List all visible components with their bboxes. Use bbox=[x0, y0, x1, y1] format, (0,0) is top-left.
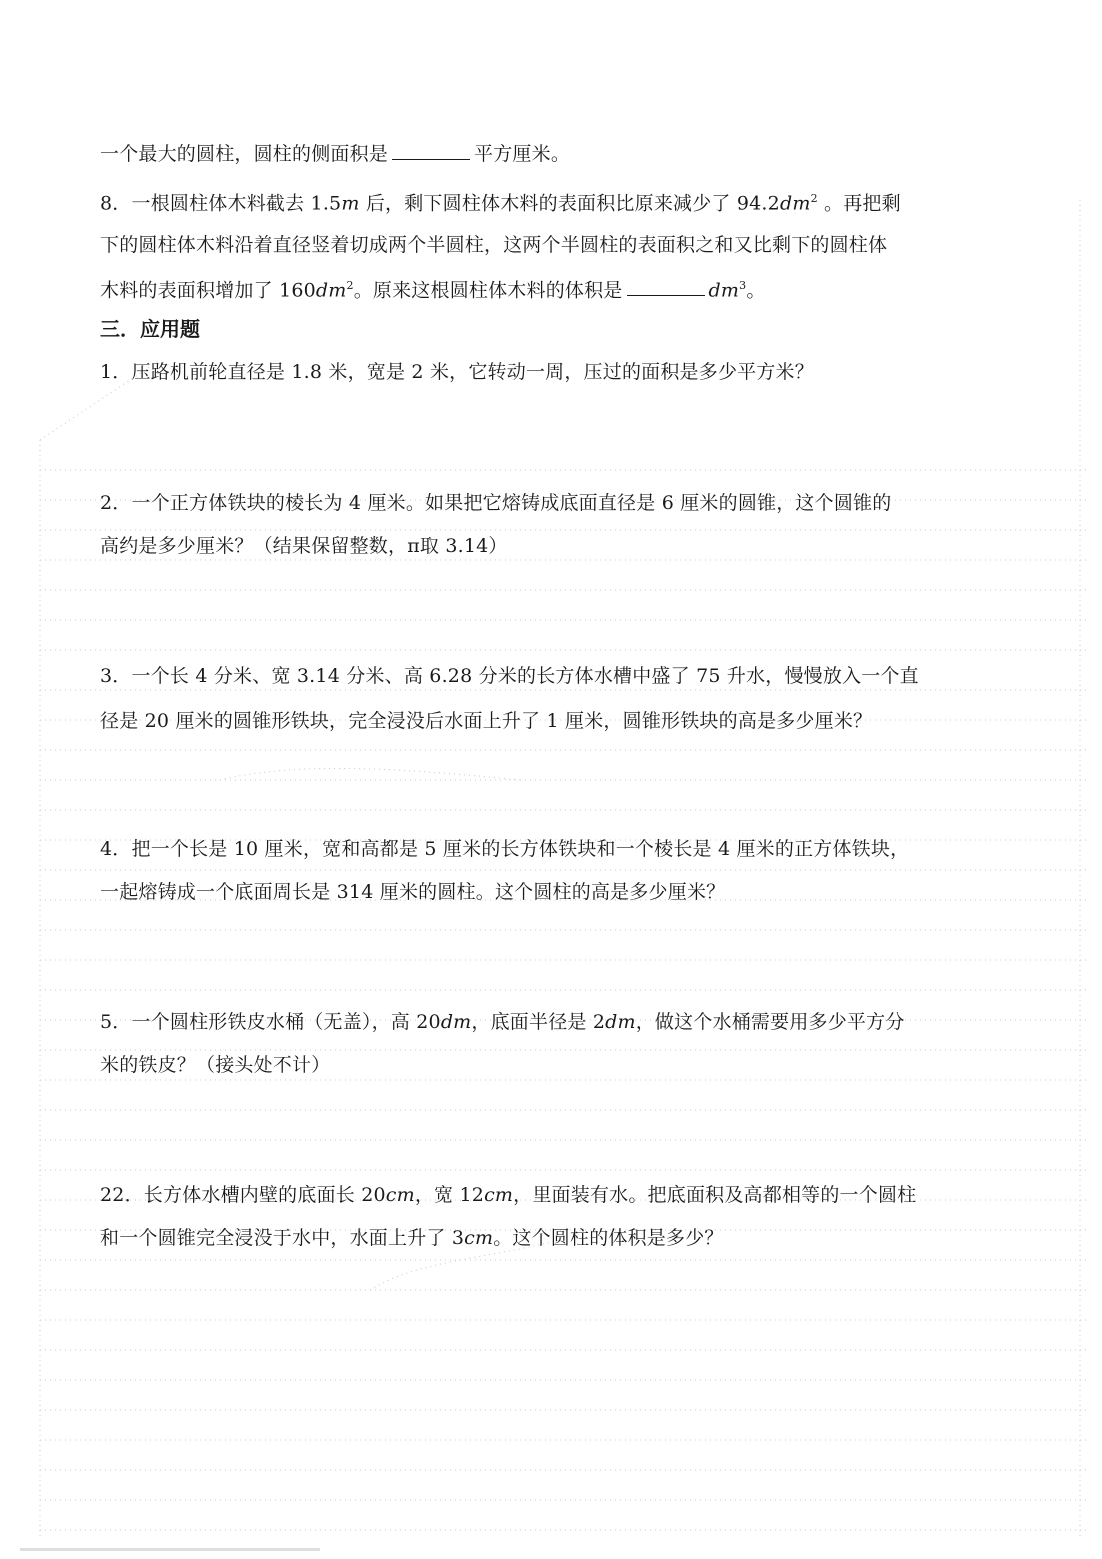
q8-text-b: 后，剩下圆柱体木料的表面积比原来减少了 94.2 bbox=[359, 192, 780, 215]
problem-5-line1 bbox=[100, 1008, 1020, 1036]
problem-4-line2: 一起熔铸成一个底面周长是 314 厘米的圆柱。这个圆柱的高是多少厘米？ bbox=[100, 881, 726, 903]
q8-exponent-2: 2 bbox=[346, 279, 354, 292]
problem-2-line1: 2．一个正方体铁块的棱长为 4 厘米。如果把它熔铸成底面直径是 6 厘米的圆锥，这个圆锥的 bbox=[100, 492, 892, 514]
answer-blank[interactable] bbox=[392, 141, 470, 160]
q8-text-line3a: 木料的表面积增加了 160 bbox=[100, 279, 316, 302]
prev-question-unit: 平方厘米。 bbox=[474, 143, 571, 165]
q8-unit-dm: dm bbox=[779, 192, 811, 215]
problem-5-line2: 米的铁皮？（接头处不计） bbox=[100, 1054, 331, 1076]
problem-22-line2 bbox=[100, 1224, 1020, 1252]
q8-text-a: 8．一根圆柱体木料截去 1.5 bbox=[100, 192, 342, 215]
problem-22-text-b: ，宽 12 bbox=[414, 1184, 485, 1206]
q8-text-c: 。再把剩 bbox=[817, 192, 901, 215]
q8-unit-dm-3: dm bbox=[708, 279, 740, 302]
q8-exponent: 2 bbox=[810, 192, 818, 205]
problem-5-text-a: 5．一个圆柱形铁皮水桶（无盖），高 20 bbox=[100, 1011, 441, 1033]
q8-line1 bbox=[100, 185, 1020, 217]
q8-line3 bbox=[100, 272, 1020, 304]
q8-text-line2: 下的圆柱体木料沿着直径竖着切成两个半圆柱，这两个半圆柱的表面积之和又比剩下的圆柱体 bbox=[100, 234, 888, 256]
problem-5-text-b: ，底面半径是 2 bbox=[471, 1011, 606, 1033]
problem-22-unit-3: cm bbox=[464, 1227, 494, 1249]
problem-3-line2: 径是 20 厘米的圆锥形铁块，完全浸没后水面上升了 1 厘米，圆锥形铁块的高是多少厘米？ bbox=[100, 710, 873, 732]
problem-22-text-d: 和一个圆锥完全浸没于水中，水面上升了 3 bbox=[100, 1227, 465, 1249]
problem-22-text-e: 。这个圆柱的体积是多少？ bbox=[493, 1227, 724, 1249]
q8-unit-dm-2: dm bbox=[315, 279, 347, 302]
q8-exponent-3: 3 bbox=[739, 279, 747, 292]
prev-question-text: 一个最大的圆柱，圆柱的侧面积是 bbox=[100, 143, 389, 165]
problem-4-line1: 4．把一个长是 10 厘米，宽和高都是 5 厘米的长方体铁块和一个棱长是 4 厘米的正方体铁块， bbox=[100, 838, 910, 860]
prev-question-line bbox=[100, 140, 1020, 168]
q8-text-end: 。 bbox=[746, 279, 766, 302]
q8-line2 bbox=[100, 231, 1020, 259]
q8-unit-m: m bbox=[341, 192, 360, 215]
q8-text-line3b: 。原来这根圆柱体木料的体积是 bbox=[353, 279, 623, 302]
problem-5-text-c: ，做这个水桶需要用多少平方分 bbox=[635, 1011, 905, 1033]
problem-1: 1．压路机前轮直径是 1.8 米，宽是 2 米，它转动一周，压过的面积是多少平方米？ bbox=[100, 361, 814, 383]
problem-5-unit-1: dm bbox=[440, 1011, 472, 1033]
problem-22-unit-1: cm bbox=[385, 1184, 415, 1206]
problem-3-line1: 3．一个长 4 分米、宽 3.14 分米、高 6.28 分米的长方体水槽中盛了 75 升水，慢慢放入一个直 bbox=[100, 665, 919, 687]
problem-5-unit-2: dm bbox=[605, 1011, 636, 1033]
problem-22-line1 bbox=[100, 1181, 1020, 1209]
section-title: 三．应用题 bbox=[100, 317, 200, 341]
problem-22-unit-2: cm bbox=[484, 1184, 514, 1206]
problem-22-text-a: 22．长方体水槽内壁的底面长 20 bbox=[100, 1184, 386, 1206]
problem-2-line2: 高约是多少厘米？（结果保留整数，π取 3.14） bbox=[100, 535, 508, 557]
problem-22-text-c: ，里面装有水。把底面积及高都相等的一个圆柱 bbox=[513, 1184, 917, 1206]
answer-blank-2[interactable] bbox=[627, 277, 705, 296]
